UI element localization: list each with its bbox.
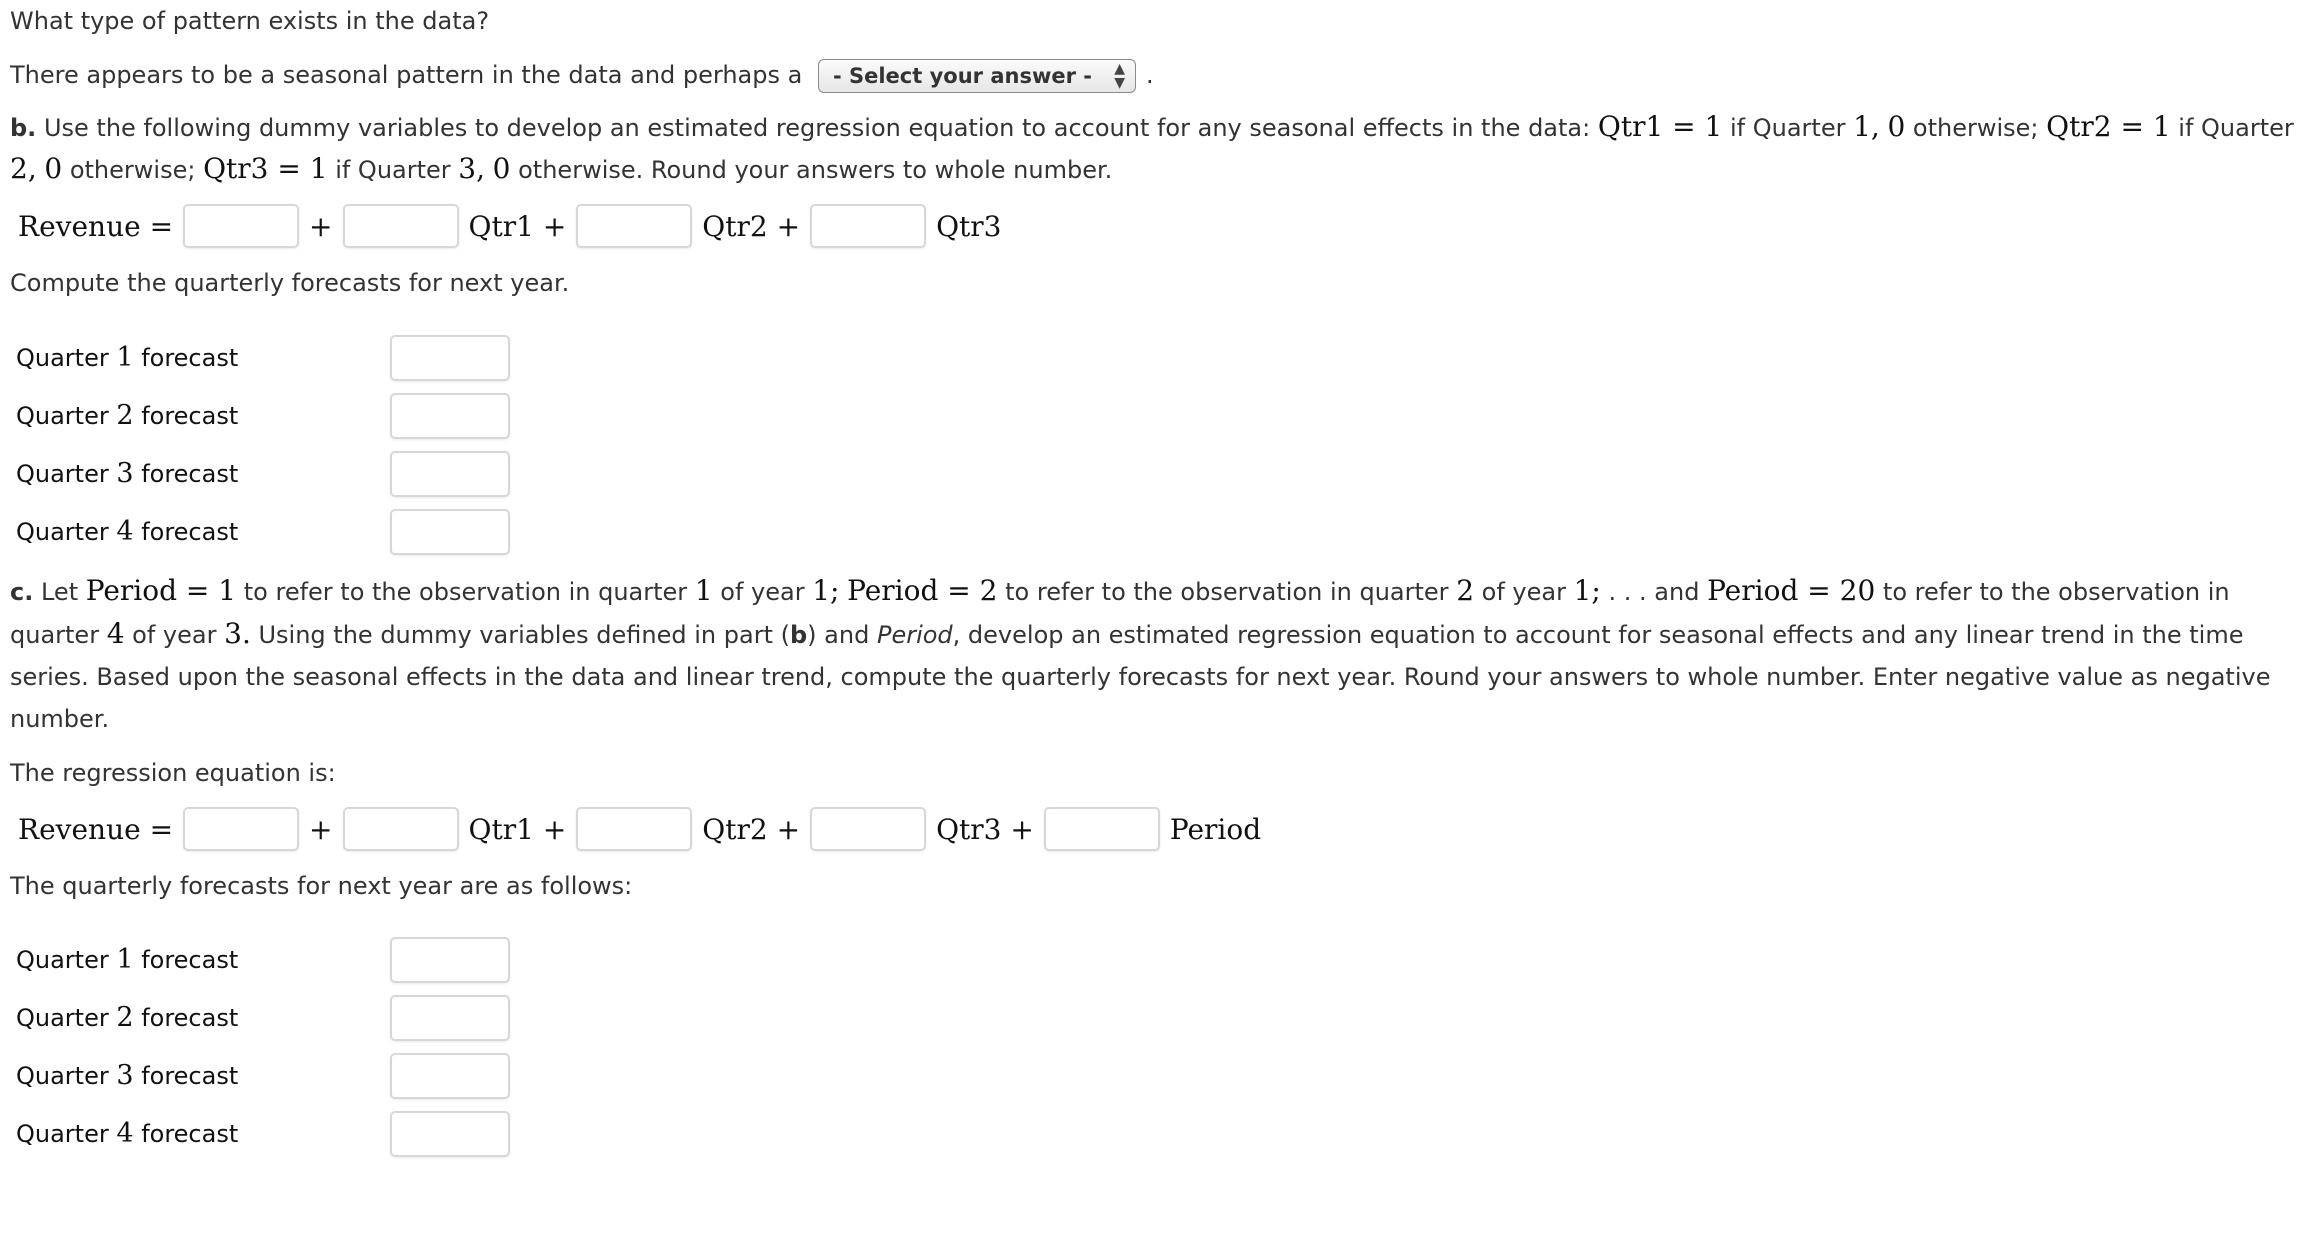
part-c-q4: 4 xyxy=(106,617,125,650)
regression-intro xyxy=(10,756,336,790)
forecast-c-q1-label xyxy=(16,944,238,975)
forecast-num: 2 xyxy=(116,1002,134,1033)
forecast-num: 4 xyxy=(116,1118,134,1149)
forecast-suffix: forecast xyxy=(141,1120,239,1148)
qtr1-label: Qtr1 + xyxy=(468,812,567,846)
part-c-label: c. xyxy=(10,578,34,606)
forecast-c-q3-input[interactable] xyxy=(390,1053,510,1099)
forecast-suffix: forecast xyxy=(141,1062,239,1090)
forecast-prompt-b xyxy=(10,266,569,300)
period-italic: Period xyxy=(876,621,953,649)
quarter-three: 3, xyxy=(458,152,486,185)
part-c-line2-t2: ) and xyxy=(807,621,870,649)
part-c-line2-t3: , develop an estimated regression equation to account for seasonal effects and any linear trend in the time xyxy=(952,621,2244,649)
pattern-prefix: There appears to be a seasonal pattern in the data and perhaps a xyxy=(10,61,803,89)
part-c-q1: 1 xyxy=(694,574,713,607)
qtr1-coef-input[interactable] xyxy=(343,204,459,248)
forecast-num: 1 xyxy=(116,944,134,975)
part-c-let: Let xyxy=(40,578,79,606)
forecast-c-q4-label xyxy=(16,1118,238,1149)
forecast-c-q2-input[interactable] xyxy=(390,995,510,1041)
part-b-otherwise: otherwise; xyxy=(69,156,196,184)
forecast-prefix: Quarter xyxy=(16,1004,109,1032)
part-c-t3: to refer to the observation in quarter xyxy=(1005,578,1449,606)
forecast-b-q1-label xyxy=(16,342,238,373)
part-c-and: and xyxy=(1654,578,1700,606)
qtr3-definition: Qtr3 = 1 xyxy=(203,152,328,185)
part-c-line4-text: number. xyxy=(10,705,110,733)
qtr1-definition: Qtr1 = 1 xyxy=(1597,110,1723,143)
select-arrows-icon: ▲ ▼ xyxy=(1114,61,1125,91)
question-text xyxy=(10,4,489,38)
part-c-t5: to refer to the observation in xyxy=(1882,578,2230,606)
forecast-b-q2-label xyxy=(16,400,238,431)
forecast-num: 1 xyxy=(116,342,134,373)
period-two: Period = 2 xyxy=(847,574,998,607)
regression-equation-b xyxy=(12,201,1007,251)
qtr2-coef-input-c[interactable] xyxy=(576,807,692,851)
forecast-suffix: forecast xyxy=(141,402,239,430)
forecast-c-q2-label xyxy=(16,1002,238,1033)
pattern-select-label: - Select your answer - xyxy=(832,64,1092,88)
qtr2-coef-input[interactable] xyxy=(576,204,692,248)
part-b-text3: otherwise; xyxy=(1912,114,2039,142)
regression-intro-text: The regression equation is: xyxy=(10,759,336,787)
quarter-two: 2, xyxy=(10,152,37,185)
question-label: What type of pattern exists in the data? xyxy=(10,7,490,35)
part-c-line4 xyxy=(10,702,109,736)
plus-sign: + xyxy=(309,812,333,846)
zero-one: 0 xyxy=(1887,110,1906,143)
qtr2-definition: Qtr2 = 1 xyxy=(2046,110,2171,143)
pattern-answer-row xyxy=(10,58,1154,93)
part-c-y3: 3. xyxy=(224,617,251,650)
part-c-y2: 1; xyxy=(1573,574,1601,607)
forecast-prefix: Quarter xyxy=(16,946,109,974)
forecast-prefix: Quarter xyxy=(16,460,109,488)
intercept-input-c[interactable] xyxy=(183,807,299,851)
forecast-suffix: forecast xyxy=(141,1004,239,1032)
part-c-t4: of year xyxy=(1481,578,1566,606)
forecast-b-q4-input[interactable] xyxy=(390,509,510,555)
part-b-line2 xyxy=(10,152,1112,187)
forecast-suffix: forecast xyxy=(141,518,239,546)
qtr3-coef-input[interactable] xyxy=(810,204,926,248)
forecast-b-q1-input[interactable] xyxy=(390,335,510,381)
pattern-select[interactable] xyxy=(818,59,1136,93)
part-c-t1: to refer to the observation in quarter xyxy=(243,578,688,606)
forecast-prefix: Quarter xyxy=(16,1062,109,1090)
part-c-quarter: quarter xyxy=(10,621,100,649)
forecast-num: 3 xyxy=(116,1060,134,1091)
zero-three: 0 xyxy=(492,152,511,185)
forecast-intro-c xyxy=(10,869,632,903)
pattern-suffix: . xyxy=(1145,61,1154,89)
forecast-prefix: Quarter xyxy=(16,402,109,430)
part-b-label: b. xyxy=(10,114,37,142)
forecast-intro-text: The quarterly forecasts for next year are as follows: xyxy=(10,872,633,900)
forecast-b-q2-input[interactable] xyxy=(390,393,510,439)
forecast-suffix: forecast xyxy=(141,946,239,974)
part-b-tail: otherwise. Round your answers to whole number. xyxy=(518,156,1113,184)
part-c-y1: 1; xyxy=(812,574,840,607)
period-one: Period = 1 xyxy=(85,574,237,607)
period-label: Period xyxy=(1169,812,1262,846)
part-c-of-year: of year xyxy=(132,621,217,649)
part-b-text2: if Quarter xyxy=(1729,114,1846,142)
forecast-num: 3 xyxy=(116,458,134,489)
part-b-ref: b xyxy=(789,621,808,649)
quarter-one: 1, xyxy=(1853,110,1880,143)
part-c-line2 xyxy=(10,617,2243,652)
forecast-prefix: Quarter xyxy=(16,344,109,372)
part-c-line3-text: series. Based upon the seasonal effects in the data and linear trend, compute the quarterly forecasts for next year. Round your answers to whole number. Enter negative value as negative xyxy=(10,663,2271,691)
qtr3-coef-input-c[interactable] xyxy=(810,807,926,851)
forecast-prefix: Quarter xyxy=(16,1120,109,1148)
qtr2-label: Qtr2 + xyxy=(702,812,801,846)
forecast-suffix: forecast xyxy=(141,344,239,372)
forecast-c-q3-label xyxy=(16,1060,238,1091)
part-b-text4: if Quarter xyxy=(2178,114,2294,142)
plus-sign: + xyxy=(309,209,333,243)
forecast-c-q1-input[interactable] xyxy=(390,937,510,983)
part-b-text1: Use the following dummy variables to develop an estimated regression equation to account for any seasonal effects in the data: xyxy=(43,114,1591,142)
part-b-if-quarter: if Quarter xyxy=(335,156,451,184)
qtr2-label: Qtr2 + xyxy=(702,209,801,243)
qtr3-label: Qtr3 + xyxy=(936,812,1034,846)
forecast-c-q4-input[interactable] xyxy=(390,1111,510,1157)
forecast-num: 2 xyxy=(116,400,134,431)
forecast-b-q3-label xyxy=(16,458,238,489)
part-c-dots: . . . xyxy=(1608,578,1647,606)
part-c-t2: of year xyxy=(720,578,805,606)
qtr1-label: Qtr1 + xyxy=(468,209,567,243)
forecast-b-q4-label xyxy=(16,516,238,547)
forecast-num: 4 xyxy=(116,516,134,547)
revenue-label: Revenue = xyxy=(18,209,174,243)
forecast-prefix: Quarter xyxy=(16,518,109,546)
period-coef-input-c[interactable] xyxy=(1044,807,1160,851)
part-c-line2-t1: Using the dummy variables defined in part ( xyxy=(258,621,790,649)
regression-equation-c xyxy=(12,804,1267,854)
forecast-prompt-text: Compute the quarterly forecasts for next year. xyxy=(10,269,570,297)
period-twenty: Period = 20 xyxy=(1707,574,1876,607)
forecast-suffix: forecast xyxy=(141,460,239,488)
qtr3-label: Qtr3 xyxy=(936,209,1002,243)
part-c-line1 xyxy=(10,574,2230,609)
forecast-b-q3-input[interactable] xyxy=(390,451,510,497)
intercept-input[interactable] xyxy=(183,204,299,248)
revenue-label: Revenue = xyxy=(18,812,174,846)
part-b-line1 xyxy=(10,110,2294,145)
part-c-q2: 2 xyxy=(1456,574,1475,607)
qtr1-coef-input-c[interactable] xyxy=(343,807,459,851)
zero-two: 0 xyxy=(44,152,63,185)
part-c-line3 xyxy=(10,660,2270,694)
